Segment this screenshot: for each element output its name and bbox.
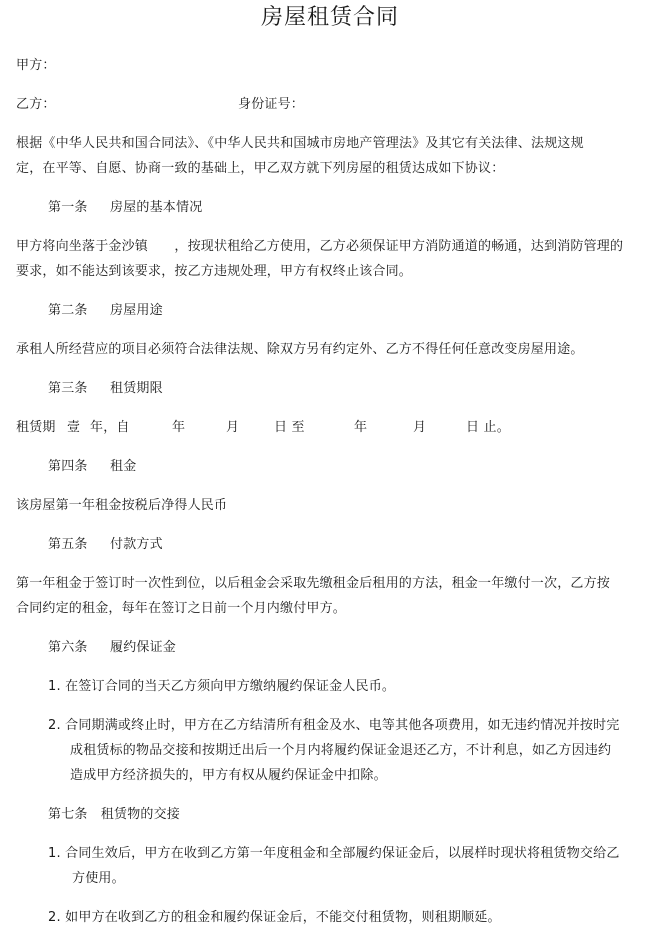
article-7-heading: 第七条 租赁物的交接 bbox=[48, 807, 181, 822]
article-3-title: 租赁期限 bbox=[110, 381, 163, 396]
preamble-line-1: 根据《中华人民共和国合同法》、《中华人民共和国城市房地产管理法》及其它有关法律、法规这规 bbox=[16, 136, 584, 151]
lease-end-day: 日 止。 bbox=[466, 420, 510, 435]
article-6-number: 第六条 bbox=[48, 640, 88, 655]
article-6-item-2-line-3: 造成甲方经济损失的，甲方有权从履约保证金中扣除。 bbox=[70, 768, 387, 783]
article-4-number: 第四条 bbox=[48, 459, 88, 474]
lease-term-year-from: 年，自 bbox=[90, 420, 130, 435]
article-1-line-1: 甲方将向坐落于金沙镇 ，按现状租给乙方使用，乙方必须保证甲方消防通道的畅通，达到消防管理的 bbox=[16, 239, 624, 254]
article-1-title: 房屋的基本情况 bbox=[110, 200, 203, 215]
article-3-number: 第三条 bbox=[48, 381, 88, 396]
id-number-label: 身份证号： bbox=[238, 97, 305, 112]
article-6-title: 履约保证金 bbox=[110, 640, 177, 655]
article-4-line-1: 该房屋第一年租金按税后净得人民币 bbox=[16, 498, 228, 513]
party-b-label: 乙方： bbox=[16, 97, 56, 112]
party-a-label: 甲方： bbox=[16, 58, 56, 73]
article-7-item-2: 2. 如甲方在收到乙方的租金和履约保证金后，不能交付租赁物，则租期顺延。 bbox=[48, 910, 501, 925]
article-6-item-2-line-1: 2. 合同期满或终止时，甲方在乙方结清所有租金及水、电等其他各项费用，如无违约情况并按时完 bbox=[48, 718, 620, 733]
page-title: 房屋租赁合同 bbox=[260, 5, 399, 30]
lease-term-years: 壹 bbox=[67, 420, 81, 435]
article-2-line-1: 承租人所经营应的项目必须符合法律法规、除双方另有约定外、乙方不得任何任意改变房屋用途。 bbox=[16, 342, 584, 357]
article-5-line-1: 第一年租金于签订时一次性到位，以后租金会采取先缴租金后租用的方法，租金一年缴付一次，乙方按 bbox=[16, 576, 611, 591]
lease-start-month: 月 bbox=[226, 420, 240, 435]
lease-start-day-to: 日 至 bbox=[274, 420, 305, 435]
lease-start-year: 年 bbox=[172, 420, 186, 435]
lease-end-month: 月 bbox=[413, 420, 427, 435]
article-5-line-2: 合同约定的租金，每年在签订之日前一个月内缴付甲方。 bbox=[16, 601, 347, 616]
article-5-number: 第五条 bbox=[48, 537, 88, 552]
lease-end-year: 年 bbox=[354, 420, 368, 435]
article-1-line-2: 要求，如不能达到该要求，按乙方违规处理，甲方有权终止该合同。 bbox=[16, 264, 413, 279]
article-6-item-1: 1. 在签订合同的当天乙方须向甲方缴纳履约保证金人民币。 bbox=[48, 679, 396, 694]
article-1-number: 第一条 bbox=[48, 200, 88, 215]
article-4-title: 租金 bbox=[110, 459, 137, 474]
article-2-number: 第二条 bbox=[48, 303, 88, 318]
article-2-title: 房屋用途 bbox=[110, 303, 163, 318]
article-7-item-1-line-2: 方使用。 bbox=[72, 871, 125, 886]
article-7-item-1-line-1: 1. 合同生效后，甲方在收到乙方第一年度租金和全部履约保证金后，以展样时现状将租赁物交给乙 bbox=[48, 846, 620, 861]
preamble-line-2: 定，在平等、自愿、协商一致的基础上，甲乙双方就下列房屋的租赁达成如下协议： bbox=[16, 161, 505, 176]
lease-term-label: 租赁期 bbox=[16, 420, 56, 435]
article-6-item-2-line-2: 成租赁标的物品交接和按期迁出后一个月内将履约保证金退还乙方，不计利息，如乙方因违约 bbox=[70, 743, 612, 758]
article-5-title: 付款方式 bbox=[110, 537, 163, 552]
